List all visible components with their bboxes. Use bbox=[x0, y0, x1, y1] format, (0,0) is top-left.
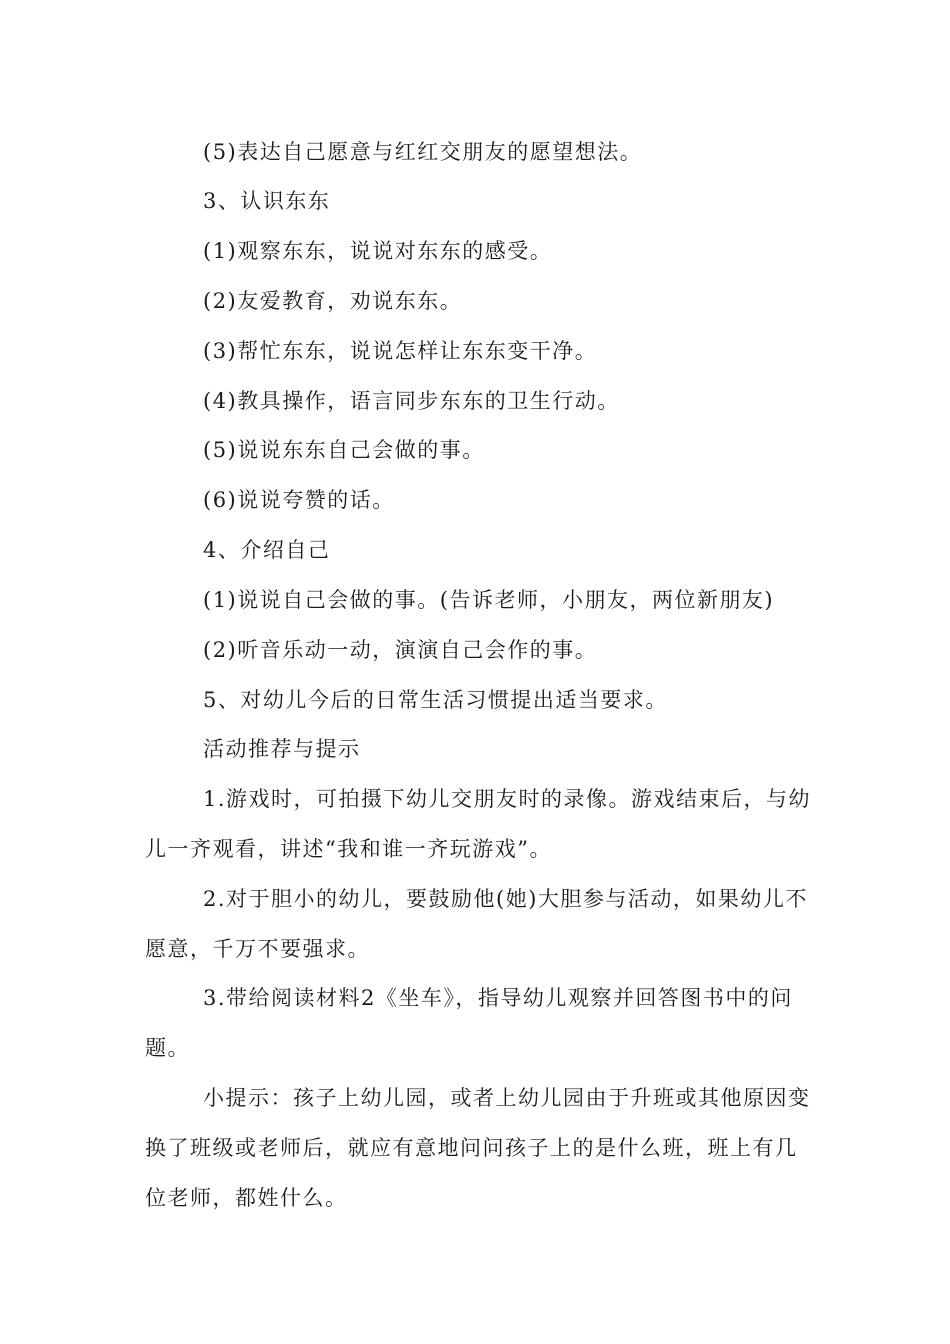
step-3-6-text: (6)说说夸赞的话。 bbox=[203, 488, 395, 512]
section-4-heading: 4、介绍自己 bbox=[203, 538, 331, 562]
tip-1-line-1: 1.游戏时，可拍摄下幼儿交朋友时的录像。游戏结束后，与幼 bbox=[203, 787, 812, 811]
tip-1-line-2: 儿一齐观看，讲述“我和谁一齐玩游戏”。 bbox=[145, 837, 552, 861]
tip-3-line-1: 3.带给阅读材料2《坐车》，指导幼儿观察并回答图书中的问 bbox=[203, 986, 793, 1010]
section-5-text: 5、对幼儿今后的日常生活习惯提出适当要求。 bbox=[203, 688, 668, 712]
step-2-5-text: (5)表达自己愿意与红红交朋友的愿望想法。 bbox=[203, 140, 643, 164]
step-3-1-text: (1)观察东东，说说对东东的感受。 bbox=[203, 239, 553, 263]
tips-heading: 活动推荐与提示 bbox=[203, 737, 361, 761]
step-3-4-text: (4)教具操作，语言同步东东的卫生行动。 bbox=[203, 389, 620, 413]
step-3-2-text: (2)友爱教育，劝说东东。 bbox=[203, 289, 463, 313]
step-3-3-text: (3)帮忙东东，说说怎样让东东变干净。 bbox=[203, 339, 598, 363]
tip-2-line-2: 愿意，千万不要强求。 bbox=[145, 937, 370, 961]
section-3-heading: 3、认识东东 bbox=[203, 189, 331, 213]
note-line-3: 位老师，都姓什么。 bbox=[145, 1186, 348, 1210]
step-4-2-text: (2)听音乐动一动，演演自己会作的事。 bbox=[203, 638, 598, 662]
tip-2-line-1: 2.对于胆小的幼儿，要鼓励他(她)大胆参与活动，如果幼儿不 bbox=[203, 887, 808, 911]
step-3-5-text: (5)说说东东自己会做的事。 bbox=[203, 438, 485, 462]
note-line-1: 小提示：孩子上幼儿园，或者上幼儿园由于升班或其他原因变 bbox=[203, 1086, 811, 1110]
step-4-1-text: (1)说说自己会做的事。(告诉老师，小朋友，两位新朋友) bbox=[203, 588, 775, 612]
tip-3-line-2: 题。 bbox=[145, 1036, 190, 1060]
note-line-2: 换了班级或老师后，就应有意地问问孩子上的是什么班，班上有几 bbox=[145, 1136, 798, 1160]
